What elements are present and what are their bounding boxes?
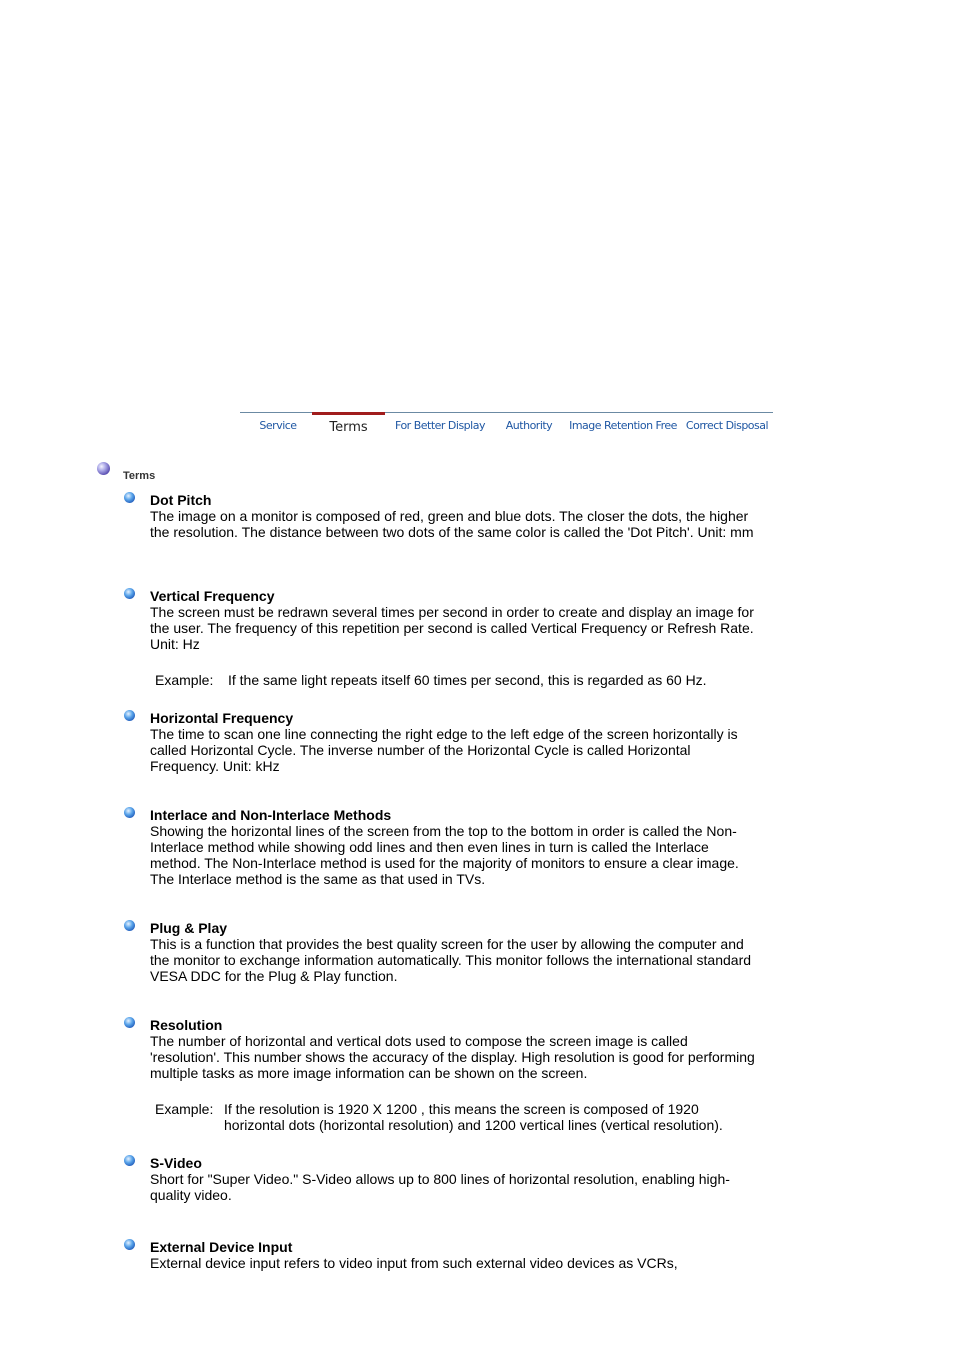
term-description: The screen must be redrawn several times per second in order to create and display an image for the user. The frequency of this repetition per second is called Vertical Frequency or Refresh Rate. Unit: Hz xyxy=(150,604,754,652)
term-description: External device input refers to video input from such external video devices as VCRs, xyxy=(150,1255,678,1271)
example-label: Example: xyxy=(155,672,214,688)
example-text: If the resolution is 1920 X 1200 , this means the screen is composed of 1920 horizontal dots (horizontal resolution) and 1200 vertical lines (vertical resolution). xyxy=(224,1101,723,1133)
bullet-icon xyxy=(124,492,135,503)
tab-authority[interactable]: Authority xyxy=(505,419,553,432)
term-description: Short for "Super Video." S-Video allows up to 800 lines of horizontal resolution, enabling high-quality video. xyxy=(150,1171,730,1203)
example-text: If the same light repeats itself 60 times per second, this is regarded as 60 Hz. xyxy=(228,672,707,688)
term-title: Resolution xyxy=(150,1017,223,1033)
tab-for-better-display[interactable]: For Better Display xyxy=(395,419,485,432)
term-description: Showing the horizontal lines of the screen from the top to the bottom in order is called the Non-Interlace method while showing odd lines and then even lines in turn is called the Interlace method. The Non-Interlace method is used for the majority of monitors to ensure a clear image. The Interlace method is the same as that used in TVs. xyxy=(150,823,739,887)
bullet-icon xyxy=(124,1155,135,1166)
bullet-icon xyxy=(124,588,135,599)
term-dot-pitch xyxy=(150,492,755,540)
tab-image-retention-free[interactable]: Image Retention Free xyxy=(569,419,677,432)
term-s-video xyxy=(150,1155,755,1203)
term-interlace-methods xyxy=(150,807,755,887)
term-description: The time to scan one line connecting the right edge to the left edge of the screen horizontally is called Horizontal Cycle. The inverse number of the Horizontal Cycle is called Horizontal Frequency. Unit: kHz xyxy=(150,726,738,774)
term-title: External Device Input xyxy=(150,1239,293,1255)
section-bullet-icon xyxy=(97,462,110,475)
term-resolution xyxy=(150,1017,755,1133)
example xyxy=(150,1101,755,1133)
term-description: The image on a monitor is composed of red, green and blue dots. The closer the dots, the higher the resolution. The distance between two dots of the same color is called the 'Dot Pitch'. Unit: mm xyxy=(150,508,754,540)
term-description: This is a function that provides the best quality screen for the user by allowing the computer and the monitor to exchange information automatically. This monitor follows the international standard VESA DDC for the Plug & Play function. xyxy=(150,936,752,984)
bullet-icon xyxy=(124,1239,135,1250)
tab-correct-disposal[interactable]: Correct Disposal xyxy=(685,419,769,432)
tab-terms[interactable]: Terms xyxy=(312,412,385,439)
term-title: Horizontal Frequency xyxy=(150,710,294,726)
tab-bar xyxy=(240,412,773,439)
example xyxy=(150,672,755,688)
term-horizontal-frequency xyxy=(150,710,755,774)
example-label: Example: xyxy=(155,1101,214,1117)
term-title: Plug & Play xyxy=(150,920,228,936)
term-title: S-Video xyxy=(150,1155,202,1171)
term-plug-and-play xyxy=(150,920,755,984)
bullet-icon xyxy=(124,807,135,818)
bullet-icon xyxy=(124,920,135,931)
bullet-icon xyxy=(124,1017,135,1028)
term-external-device-input xyxy=(150,1239,755,1271)
bullet-icon xyxy=(124,710,135,721)
term-title: Vertical Frequency xyxy=(150,588,275,604)
term-title: Dot Pitch xyxy=(150,492,212,508)
term-vertical-frequency xyxy=(150,588,755,688)
term-title: Interlace and Non-Interlace Methods xyxy=(150,807,392,823)
tab-service[interactable]: Service xyxy=(259,419,297,432)
term-description: The number of horizontal and vertical dots used to compose the screen image is called 'resolution'. This number shows the accuracy of the display. High resolution is good for performing multiple tasks as more image information can be shown on the screen. xyxy=(150,1033,755,1081)
section-title: Terms xyxy=(123,470,156,482)
